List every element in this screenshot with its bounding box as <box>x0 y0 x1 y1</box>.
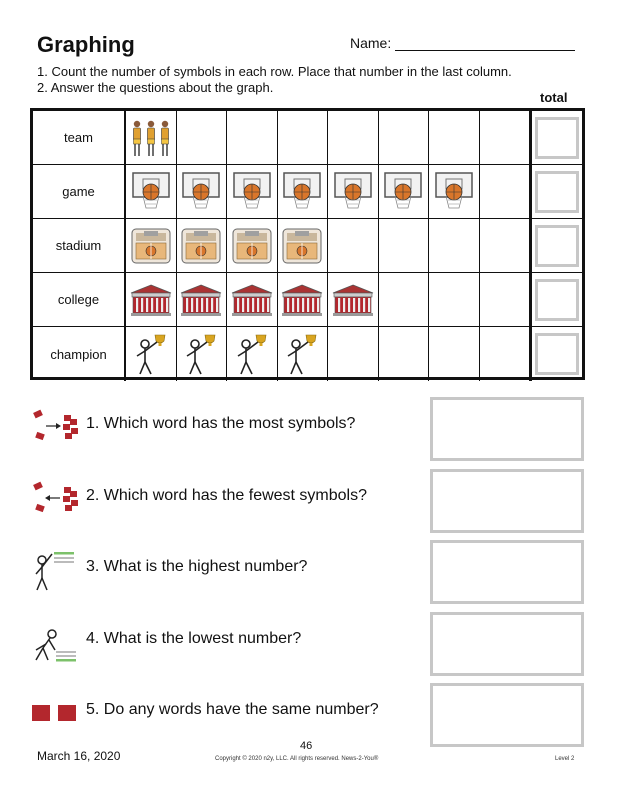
symbol-cell <box>429 111 480 165</box>
copyright-text: Copyright © 2020 n2y, LLC. All rights reserved. News-2-You® <box>215 756 379 762</box>
basketball-hoop-icon <box>333 170 373 214</box>
name-label: Name: <box>350 35 392 51</box>
graph-row-stadium <box>33 219 582 273</box>
answer-box[interactable] <box>430 397 584 461</box>
question-1 <box>30 397 585 461</box>
symbol-cell <box>480 111 531 165</box>
symbol-cell <box>177 219 228 273</box>
graph-row-team <box>33 111 582 165</box>
symbol-cell <box>227 219 278 273</box>
graph-row-college <box>33 273 582 327</box>
row-label: stadium <box>33 219 126 273</box>
question-4 <box>30 612 585 676</box>
stadium-icon <box>231 226 273 266</box>
symbol-cell <box>126 273 177 327</box>
total-answer-box[interactable] <box>535 117 579 159</box>
total-cell <box>530 273 582 327</box>
basketball-hoop-icon <box>434 170 474 214</box>
symbol-cell <box>126 219 177 273</box>
symbol-cell <box>480 165 531 219</box>
symbol-cell <box>278 219 329 273</box>
page-number: 46 <box>300 740 313 752</box>
symbol-cell <box>480 273 531 327</box>
symbol-cell <box>379 165 430 219</box>
symbol-cell <box>429 327 480 381</box>
symbol-cell <box>126 111 177 165</box>
stadium-icon <box>180 226 222 266</box>
college-building-icon <box>230 283 274 317</box>
basketball-hoop-icon <box>282 170 322 214</box>
college-building-icon <box>280 283 324 317</box>
total-column-label: total <box>540 90 568 105</box>
instructions <box>37 64 512 96</box>
total-cell <box>530 327 582 381</box>
fewest-symbols-icon <box>30 477 82 521</box>
graph-row-champion <box>33 327 582 381</box>
basketball-hoop-icon <box>181 170 221 214</box>
symbol-cell <box>126 327 177 381</box>
total-answer-box[interactable] <box>535 279 579 321</box>
champion-trophy-icon <box>232 332 272 376</box>
question-2 <box>30 469 585 533</box>
graph-row-game <box>33 165 582 219</box>
page-title: Graphing <box>37 32 135 57</box>
symbol-cell <box>379 219 430 273</box>
level-text: Level 2 <box>555 756 575 762</box>
basketball-team-icon <box>131 116 171 160</box>
symbol-cell <box>480 219 531 273</box>
same-number-icon <box>30 691 82 735</box>
symbol-cell <box>227 327 278 381</box>
question-text: 4. What is the lowest number? <box>86 629 302 647</box>
college-building-icon <box>129 283 173 317</box>
row-label: game <box>33 165 126 219</box>
champion-trophy-icon <box>131 332 171 376</box>
symbol-cell <box>278 273 329 327</box>
stadium-icon <box>130 226 172 266</box>
question-text: 2. Which word has the fewest symbols? <box>86 486 368 504</box>
instruction-1: 1. Count the number of symbols in each row. Place that number in the last column. <box>37 64 512 79</box>
symbol-cell <box>379 273 430 327</box>
pictograph-table <box>30 108 585 380</box>
question-text: 3. What is the highest number? <box>86 558 308 575</box>
symbol-cell <box>328 273 379 327</box>
basketball-hoop-icon <box>232 170 272 214</box>
answer-box[interactable] <box>430 683 584 747</box>
symbol-cell <box>126 165 177 219</box>
symbol-cell <box>480 327 531 381</box>
symbol-cell <box>278 111 329 165</box>
symbol-cell <box>379 327 430 381</box>
symbol-cell <box>177 273 228 327</box>
symbol-cell <box>227 111 278 165</box>
total-answer-box[interactable] <box>535 333 579 375</box>
champion-trophy-icon <box>181 332 221 376</box>
college-building-icon <box>179 283 223 317</box>
name-field[interactable] <box>350 35 575 51</box>
instruction-2: 2. Answer the questions about the graph. <box>37 80 274 95</box>
question-5 <box>30 683 585 747</box>
symbol-cell <box>278 165 329 219</box>
symbol-cell <box>328 111 379 165</box>
answer-box[interactable] <box>430 612 584 676</box>
symbol-cell <box>429 273 480 327</box>
champion-trophy-icon <box>282 332 322 376</box>
symbol-cell <box>379 111 430 165</box>
most-symbols-icon <box>30 405 82 449</box>
highest-number-icon <box>30 548 82 592</box>
symbol-cell <box>177 327 228 381</box>
symbol-cell <box>227 165 278 219</box>
total-cell <box>530 219 582 273</box>
lowest-number-icon <box>30 620 82 664</box>
symbol-cell <box>278 327 329 381</box>
row-label: champion <box>33 327 126 381</box>
symbol-cell <box>177 165 228 219</box>
question-text: 1. Which word has the most symbols? <box>86 415 356 432</box>
total-cell <box>530 165 582 219</box>
question-text: 5. Do any words have the same number? <box>86 701 379 718</box>
symbol-cell <box>429 219 480 273</box>
name-line[interactable] <box>395 38 575 51</box>
symbol-cell <box>177 111 228 165</box>
college-building-icon <box>331 283 375 317</box>
total-answer-box[interactable] <box>535 225 579 267</box>
symbol-cell <box>227 273 278 327</box>
answer-box[interactable] <box>430 540 584 604</box>
symbol-cell <box>328 327 379 381</box>
total-answer-box[interactable] <box>535 171 579 213</box>
basketball-hoop-icon <box>131 170 171 214</box>
row-label: team <box>33 111 126 165</box>
question-3 <box>30 540 585 604</box>
answer-box[interactable] <box>430 469 584 533</box>
footer-date: March 16, 2020 <box>37 749 121 763</box>
symbol-cell <box>429 165 480 219</box>
symbol-cell <box>328 165 379 219</box>
total-cell <box>530 111 582 165</box>
row-label: college <box>33 273 126 327</box>
symbol-cell <box>328 219 379 273</box>
stadium-icon <box>281 226 323 266</box>
basketball-hoop-icon <box>383 170 423 214</box>
